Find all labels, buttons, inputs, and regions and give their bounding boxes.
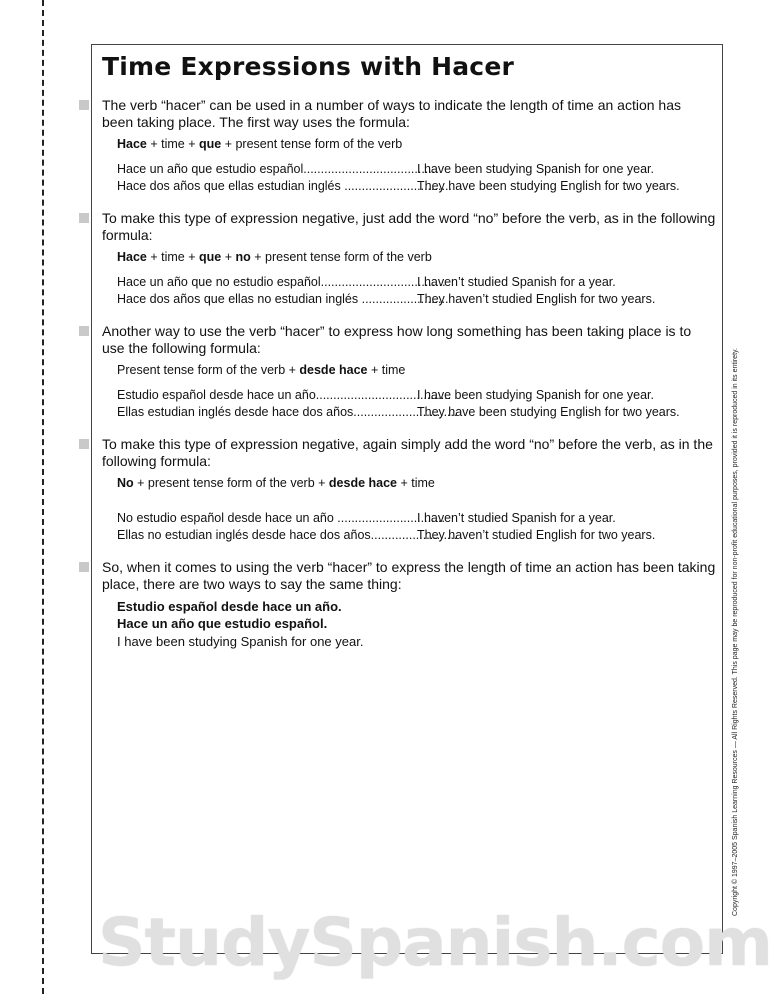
example-english: They have been studying English for two years. [417,179,680,193]
formula-keyword: que [199,250,222,264]
example-english: I have been studying Spanish for one year. [417,388,654,402]
formula-text: + time + [146,250,199,264]
example-row [117,511,717,525]
example-spanish: Hace un año que no estudio español.................................... [117,275,446,289]
bullet-marker [79,562,89,572]
summary-intro: So, when it comes to using the verb “hacer” to express the length of time an action has been taking place, there are two ways to say the same thing: [102,559,716,592]
copyright-notice: Copyright © 1997–2005 Spanish Learning Resources — All Rights Reserved. This page may be reproduced for non-profit educational purposes, provided it is reproduced in its entirety. [732,348,739,916]
example-english: They haven’t studied English for two years. [417,528,656,542]
formula-text: Present tense form of the verb + [117,363,300,377]
bullet-marker [79,326,89,336]
bullet-marker [79,213,89,223]
watermark-logo: StudySpanish.com [98,904,772,981]
dashed-cut-line [42,0,44,994]
formula-text: + time [397,476,435,490]
section-intro: Another way to use the verb “hacer” to express how long something has been taking place is to use the following formula: [102,323,692,356]
example-english: I have been studying Spanish for one year. [417,162,654,176]
formula-keyword: No [117,476,134,490]
example-spanish: Hace dos años que ellas estudian inglés ............................... [117,179,452,193]
formula-keyword: desde hace [299,363,368,377]
formula-keyword: Hace [117,137,147,151]
example-spanish: Ellas no estudian inglés desde hace dos años......................... [117,528,458,542]
bullet-marker [79,439,89,449]
example-spanish: Hace dos años que ellas no estudian inglés ......................... [117,292,449,306]
formula [117,363,405,377]
summary-english: I have been studying Spanish for one year. [117,634,364,649]
example-spanish: Ellas estudian inglés desde hace dos años.............................. [117,405,458,419]
example-spanish: Estudio español desde hace un año....................................... [117,388,452,402]
formula-text: + present tense form of the verb + [133,476,329,490]
formula-text: + present tense form of the verb [250,250,432,264]
bullet-marker [79,100,89,110]
example-english: They haven’t studied English for two years. [417,292,656,306]
summary-spanish-1: Estudio español desde hace un año. [117,599,342,614]
formula-keyword: que [199,137,222,151]
example-row [117,528,717,542]
formula-text: + [221,250,236,264]
example-english: They have been studying English for two years. [417,405,680,419]
formula-text: + time + [146,137,199,151]
example-row [117,292,717,306]
formula [117,250,432,264]
example-spanish: Hace un año que estudio español....................................... [117,162,439,176]
formula [117,476,435,490]
formula-keyword: Hace [117,250,147,264]
section-intro: To make this type of expression negative, again simply add the word “no” before the verb, as in the following formula: [102,436,713,469]
example-english: I haven’t studied Spanish for a year. [417,511,616,525]
formula-text: + time [367,363,406,377]
summary-spanish-2: Hace un año que estudio español. [117,616,328,631]
example-row [117,179,717,193]
example-row [117,275,717,289]
example-spanish: No estudio español desde hace un año ............................... [117,511,445,525]
example-row [117,388,717,402]
formula-text: + present tense form of the verb [221,137,403,151]
formula-keyword: no [235,250,251,264]
example-english: I haven’t studied Spanish for a year. [417,275,616,289]
example-row [117,405,717,419]
example-row [117,162,717,176]
page-title: Time Expressions with Hacer [102,52,515,81]
section-intro: The verb “hacer” can be used in a number of ways to indicate the length of time an action has been taking place. The first way uses the formula: [102,97,681,130]
section-intro: To make this type of expression negative, just add the word “no” before the verb, as in the following formula: [102,210,716,243]
formula-keyword: desde hace [328,476,398,490]
formula [117,137,402,151]
